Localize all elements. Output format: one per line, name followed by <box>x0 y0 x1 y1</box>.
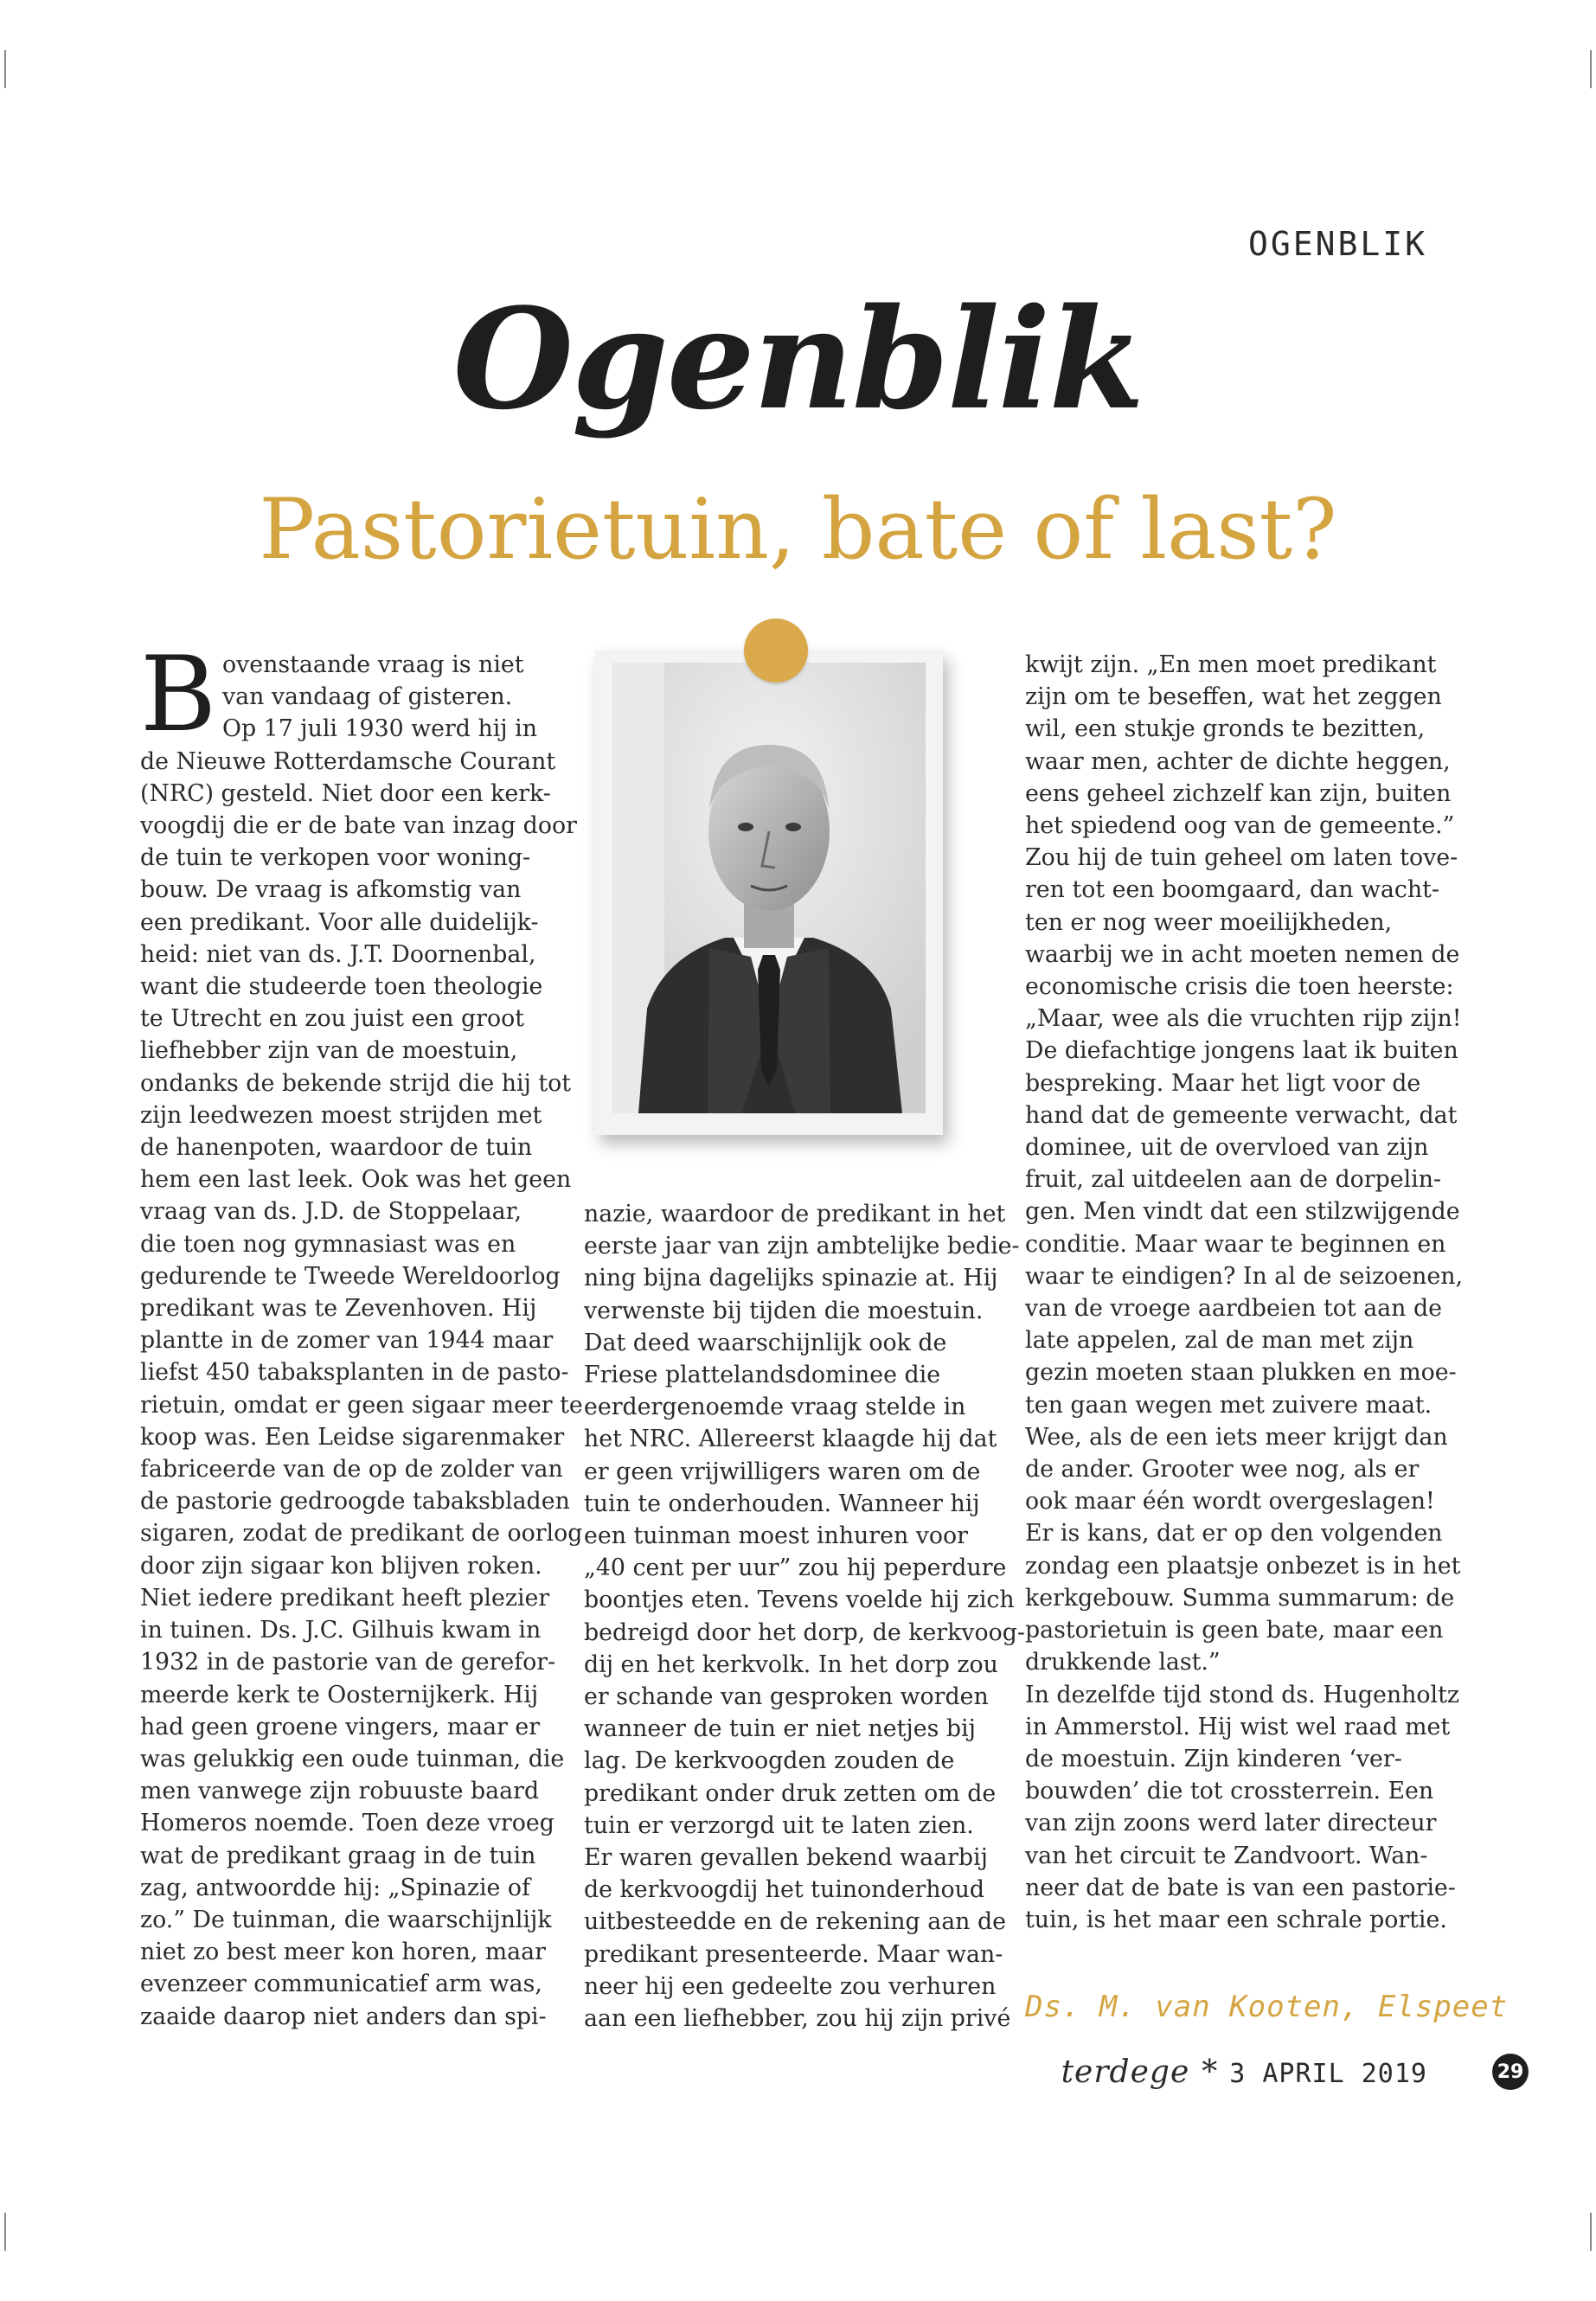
text-line: De diefachtige jongens laat ik buiten <box>1025 1037 1458 1065</box>
article-column-3 <box>1025 649 1464 1936</box>
text-line: tuin te onderhouden. Wanneer hij <box>584 1490 980 1517</box>
text-line: (NRC) gesteld. Niet door een kerk- <box>140 779 551 807</box>
page-number: 29 <box>1492 2054 1529 2090</box>
text-line: Op 17 juli 1930 werd hij in <box>222 715 537 743</box>
text-line: ten gaan wegen met zuivere maat. <box>1025 1391 1433 1419</box>
text-line: plantte in de zomer van 1944 maar <box>140 1327 554 1355</box>
text-line: ook maar één wordt overgeslagen! <box>1025 1488 1435 1516</box>
text-line: een predikant. Voor alle duidelijk- <box>140 908 539 936</box>
text-line: Wee, als de een iets meer krijgt dan <box>1025 1423 1448 1451</box>
text-line: ten er nog weer moeilijkheden, <box>1025 908 1393 936</box>
text-line: er geen vrijwilligers waren om de <box>584 1458 981 1485</box>
text-line: niet zo best meer kon horen, maar <box>140 1939 546 1966</box>
text-line: nazie, waardoor de predikant in het <box>584 1201 1006 1227</box>
text-line: Homeros noemde. Toen deze vroeg <box>140 1810 554 1837</box>
text-line: tuin, is het maar een schrale portie. <box>1025 1906 1447 1933</box>
text-line: fabriceerde van de op de zolder van <box>140 1456 563 1484</box>
text-line: bedreigd door het dorp, de kerkvoog- <box>584 1618 1025 1646</box>
text-line: was gelukkig een oude tuinman, die <box>140 1745 565 1772</box>
text-line: eens geheel zichzelf kan zijn, buiten <box>1025 779 1452 807</box>
text-line: koop was. Een Leidse sigarenmaker <box>140 1423 565 1451</box>
text-line: meerde kerk te Oosternijkerk. Hij <box>140 1681 539 1708</box>
text-line: van de vroege aardbeien tot aan de <box>1025 1295 1442 1323</box>
text-line: verwenste bij tijden die moestuin. <box>584 1297 984 1324</box>
text-line: gedurende te Tweede Wereldoorlog <box>140 1262 561 1290</box>
text-line: bespreking. Maar het ligt voor de <box>1025 1069 1421 1097</box>
text-line: In dezelfde tijd stond ds. Hugenholtz <box>1025 1681 1459 1708</box>
text-line: hand dat de gemeente verwacht, dat <box>1025 1101 1458 1129</box>
text-line: door zijn sigaar kon blijven roken. <box>140 1552 542 1580</box>
text-line: Friese plattelandsdominee die <box>584 1362 941 1389</box>
text-line: kwijt zijn. „En men moet predikant <box>1025 651 1437 678</box>
text-line: Zou hij de tuin geheel om laten tove- <box>1025 844 1458 872</box>
text-line: de ander. Grooter wee nog, als er <box>1025 1456 1420 1484</box>
text-line: zag, antwoordde hij: „Spinazie of <box>140 1874 530 1901</box>
text-line: in Ammerstol. Hij wist wel raad met <box>1025 1713 1451 1740</box>
text-line: eerdergenoemde vraag stelde in <box>584 1394 966 1421</box>
text-line: pastorietuin is geen bate, maar een <box>1025 1617 1444 1644</box>
text-line: het NRC. Allereerst klaagde hij dat <box>584 1426 997 1453</box>
text-line: hem een last leek. Ook was het geen <box>140 1166 572 1194</box>
text-line: predikant onder druk zetten om de <box>584 1779 997 1807</box>
text-line: kerkgebouw. Summa summarum: de <box>1025 1584 1455 1612</box>
text-line: vraag van ds. J.D. de Stoppelaar, <box>140 1198 522 1226</box>
text-line: predikant presenteerde. Maar wan- <box>584 1940 1003 1968</box>
text-line: predikant was te Zevenhoven. Hij <box>140 1295 537 1323</box>
text-line: economische crisis die toen heerste: <box>1025 973 1454 1001</box>
text-line: van vandaag of gisteren. <box>222 683 513 711</box>
text-line: liefhebber zijn van de moestuin, <box>140 1037 518 1065</box>
text-line: heid: niet van ds. J.T. Doornenbal, <box>140 940 536 968</box>
text-line: Er is kans, dat er op den volgenden <box>1025 1520 1443 1548</box>
text-line: wat de predikant graag in de tuin <box>140 1842 536 1869</box>
text-line: van het circuit te Zandvoort. Wan- <box>1025 1842 1428 1869</box>
text-line: waar men, achter de dichte heggen, <box>1025 747 1451 775</box>
headline: Ogenblik <box>452 278 1144 440</box>
text-line: gen. Men vindt dat een stilzwijgende <box>1025 1198 1460 1226</box>
text-line: „40 cent per uur” zou hij peperdure <box>584 1554 1007 1582</box>
text-line: zondag een plaatsje onbezet is in het <box>1025 1552 1461 1580</box>
text-line: ning bijna dagelijks spinazie at. Hij <box>584 1265 998 1292</box>
text-line: Er waren gevallen bekend waarbij <box>584 1844 988 1872</box>
text-line: zaaide daarop niet anders dan spi- <box>140 2003 547 2030</box>
text-line: ondanks de bekende strijd die hij tot <box>140 1069 572 1097</box>
text-line: rietuin, omdat er geen sigaar meer te <box>140 1391 583 1419</box>
magazine-brand: terdege <box>1061 2054 1190 2090</box>
text-line: men vanwege zijn robuuste baard <box>140 1778 540 1805</box>
text-line: uitbesteedde en de rekening aan de <box>584 1908 1006 1936</box>
text-line: de kerkvoogdij het tuinonderhoud <box>584 1876 985 1904</box>
portrait-photo <box>612 663 926 1113</box>
text-line: de moestuin. Zijn kinderen ‘ver- <box>1025 1745 1402 1772</box>
text-line: waarbij we in acht moeten nemen de <box>1025 940 1460 968</box>
text-line: 1932 in de pastorie van de gerefor- <box>140 1649 556 1676</box>
text-line: drukkende last.” <box>1025 1649 1221 1676</box>
portrait-illustration <box>612 663 926 1113</box>
text-line: die toen nog gymnasiast was en <box>140 1230 516 1258</box>
drop-cap: B <box>140 635 217 755</box>
text-line: de hanenpoten, waardoor de tuin <box>140 1134 533 1162</box>
separator-star-icon: * <box>1202 2054 1218 2090</box>
issue-date: 3 APRIL 2019 <box>1229 2059 1427 2089</box>
text-line: Dat deed waarschijnlijk ook de <box>584 1329 947 1356</box>
page-footer <box>1061 2054 1427 2090</box>
text-line: bouwden’ die tot crossterrein. Een <box>1025 1778 1434 1805</box>
crop-mark-top-left <box>4 50 6 88</box>
text-line: zijn leedwezen moest strijden met <box>140 1101 542 1129</box>
text-line: de pastorie gedroogde tabaksbladen <box>140 1488 570 1516</box>
text-line: van zijn zoons werd later directeur <box>1025 1810 1437 1837</box>
text-line: gezin moeten staan plukken en moe- <box>1025 1359 1457 1387</box>
text-line: evenzeer communicatief arm was, <box>140 1971 542 1998</box>
text-line: het spiedend oog van de gemeente.” <box>1025 812 1455 840</box>
section-label: OGENBLIK <box>1247 225 1427 263</box>
text-line: „Maar, wee als die vruchten rijp zijn! <box>1025 1005 1462 1033</box>
subheadline: Pastorietuin, bate of last? <box>259 481 1337 578</box>
article-column-2 <box>584 1198 1025 2035</box>
text-line: boontjes eten. Tevens voelde hij zich <box>584 1586 1015 1614</box>
crop-mark-top-right <box>1590 50 1592 88</box>
text-line: bouw. De vraag is afkomstig van <box>140 876 522 904</box>
text-line: wil, een stukje gronds te bezitten, <box>1025 715 1426 743</box>
text-line: dij en het kerkvolk. In het dorp zou <box>584 1650 998 1678</box>
text-line: Niet iedere predikant heeft plezier <box>140 1584 550 1612</box>
text-line: eerste jaar van zijn ambtelijke bedie- <box>584 1233 1020 1260</box>
text-line: conditie. Maar waar te beginnen en <box>1025 1230 1446 1258</box>
text-line: lag. De kerkvoogden zouden de <box>584 1747 955 1775</box>
text-line: zijn om te beseffen, wat het zeggen <box>1025 683 1442 711</box>
crop-mark-bottom-right <box>1590 2213 1592 2251</box>
text-line: sigaren, zodat de predikant de oorlog <box>140 1520 583 1548</box>
text-line: want die studeerde toen theologie <box>140 973 543 1001</box>
text-line: neer hij een gedeelte zou verhuren <box>584 1972 997 2000</box>
text-line: fruit, zal uitdeelen aan de dorpelin- <box>1025 1166 1442 1194</box>
text-line: late appelen, zal de man met zijn <box>1025 1327 1414 1355</box>
text-line: er schande van gesproken worden <box>584 1683 989 1711</box>
photo-frame <box>595 651 943 1135</box>
text-line: de tuin te verkopen voor woning- <box>140 844 531 872</box>
text-line: in tuinen. Ds. J.C. Gilhuis kwam in <box>140 1617 542 1644</box>
pushpin-dot-icon <box>744 619 808 683</box>
text-line: dominee, uit de overvloed van zijn <box>1025 1134 1429 1162</box>
text-line: tuin er verzorgd uit te laten zien. <box>584 1811 974 1839</box>
crop-mark-bottom-left <box>4 2213 6 2251</box>
text-line: neer dat de bate is van een pastorie- <box>1025 1874 1456 1901</box>
text-line: de Nieuwe Rotterdamsche Courant <box>140 747 556 775</box>
text-line: waar te eindigen? In al de seizoenen, <box>1025 1262 1464 1290</box>
text-line: te Utrecht en zou juist een groot <box>140 1005 525 1033</box>
text-line: had geen groene vingers, maar er <box>140 1713 541 1740</box>
text-line: ovenstaande vraag is niet <box>222 651 524 678</box>
author-signature: Ds. M. van Kooten, Elspeet <box>1025 1990 1509 2024</box>
article-column-1 <box>140 635 583 2033</box>
text-line: aan een liefhebber, zou hij zijn privé <box>584 2005 1011 2033</box>
text-line: liefst 450 tabaksplanten in de pasto- <box>140 1359 569 1387</box>
text-line: zo.” De tuinman, die waarschijnlijk <box>140 1906 552 1933</box>
text-line: ren tot een boomgaard, dan wacht- <box>1025 876 1439 904</box>
text-line: voogdij die er de bate van inzag door <box>140 812 577 840</box>
text-line: een tuinman moest inhuren voor <box>584 1522 968 1550</box>
text-line: wanneer de tuin er niet netjes bij <box>584 1715 976 1743</box>
